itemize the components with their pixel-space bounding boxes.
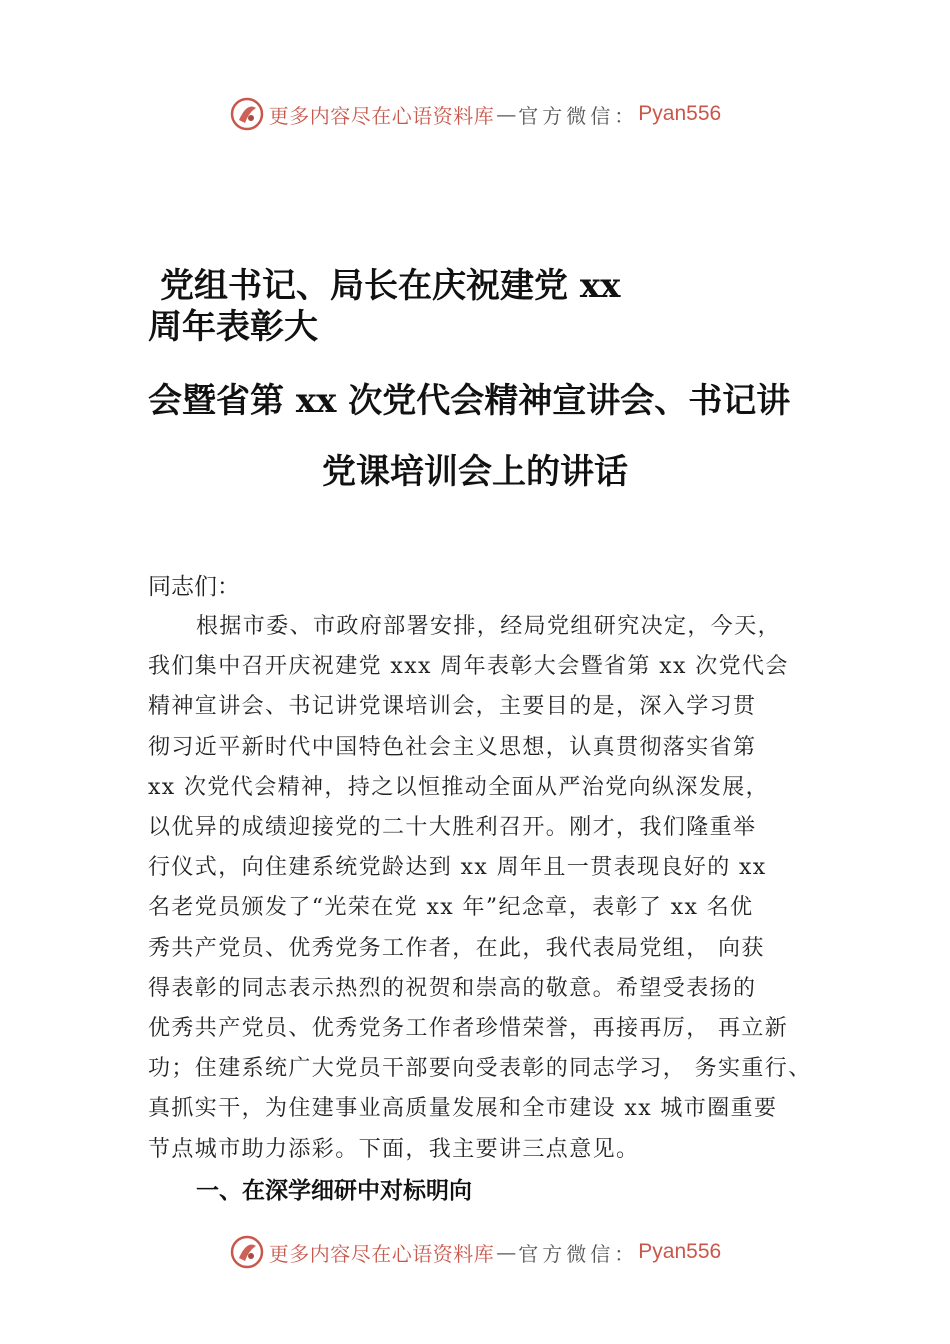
paragraph-line: 名老党员颁发了“光荣在党 xx 年”纪念章，表彰了 xx 名优 xyxy=(148,895,754,921)
body-paragraph xyxy=(148,607,848,1170)
paragraph-line: xx 次党代会精神，持之以恒推动全面从严治党向纵深发展， xyxy=(148,774,770,800)
section-heading: 一、在深学细研中对标明向 xyxy=(196,1178,472,1204)
watermark-id: Pyan556 xyxy=(638,1240,722,1263)
paragraph-line: 功；住建系统广大党员干部要向受表彰的同志学习， 务实重行、 xyxy=(148,1056,812,1082)
watermark-footer xyxy=(0,1230,950,1274)
paragraph-line: 行仪式，向住建系统党龄达到 xx 周年且一贯表现良好的 xx xyxy=(148,855,767,881)
watermark-separator: — xyxy=(496,1240,517,1264)
watermark-site: 更多内容尽在心语资料库 xyxy=(268,1241,495,1266)
title-line-3: 会暨省第 xx 次党代会精神宣讲会、书记讲 xyxy=(148,381,791,421)
watermark-label: 官方微信： xyxy=(518,1241,639,1266)
watermark-separator: — xyxy=(496,102,517,126)
paragraph-line: 秀共产党员、优秀党务工作者，在此，我代表局党组， 向获 xyxy=(148,935,765,961)
logo-icon xyxy=(229,96,265,132)
title-line-2: 周年表彰大 xyxy=(148,307,318,347)
watermark-header xyxy=(0,92,950,136)
title-line-4: 党课培训会上的讲话 xyxy=(322,452,628,492)
paragraph-line: 优秀共产党员、优秀党务工作者珍惜荣誉，再接再厉， 再立新 xyxy=(148,1016,789,1042)
watermark-label: 官方微信： xyxy=(518,103,639,128)
paragraph-line: 得表彰的同志表示热烈的祝贺和崇高的敬意。希望受表扬的 xyxy=(148,975,757,1001)
logo-icon xyxy=(229,1234,265,1270)
paragraph-line: 以优异的成绩迎接党的二十大胜利召开。刚才，我们隆重举 xyxy=(148,815,757,841)
paragraph-line: 精神宣讲会、书记讲党课培训会，主要目的是，深入学习贯 xyxy=(148,694,757,720)
paragraph-line: 真抓实干，为住建事业高质量发展和全市建设 xx 城市圈重要 xyxy=(148,1096,778,1122)
watermark-site: 更多内容尽在心语资料库 xyxy=(268,103,495,128)
paragraph-line: 彻习近平新时代中国特色社会主义思想，认真贯彻落实省第 xyxy=(148,734,757,760)
paragraph-line: 我们集中召开庆祝建党 xxx 周年表彰大会暨省第 xx 次党代会 xyxy=(148,654,789,680)
paragraph-line: 节点城市助力添彩。下面，我主要讲三点意见。 xyxy=(148,1136,640,1162)
title-line-1: 党组书记、局长在庆祝建党 xx xyxy=(160,266,621,306)
watermark-id: Pyan556 xyxy=(638,102,722,125)
salutation: 同志们： xyxy=(148,574,240,600)
paragraph-line: 根据市委、市政府部署安排，经局党组研究决定，今天， xyxy=(196,614,782,639)
